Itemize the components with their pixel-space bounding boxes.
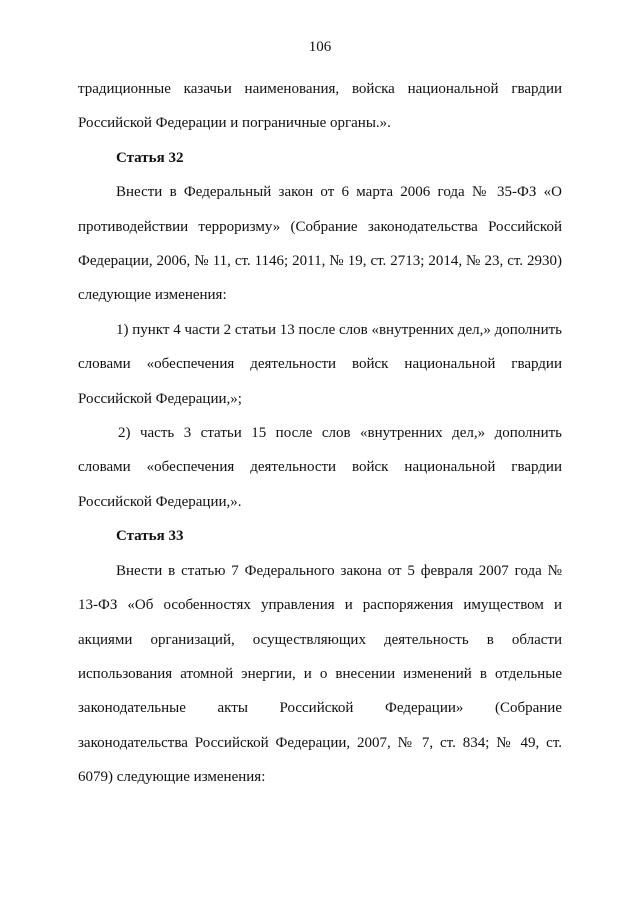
article-32-item-1: 1) пункт 4 части 2 статьи 13 после слов «внутренних дел,» дополнить словами «обеспечения деятельности войск национальной гвардии Российской Федерации,»;: [78, 321, 562, 407]
page-number: 106: [308, 39, 332, 55]
article-32-item-2: 2) часть 3 статьи 15 после слов «внутренних дел,» дополнить словами «обеспечения деятельности войск национальной гвардии Российской Федерации,».: [78, 425, 562, 510]
article-32-heading: Статья 32: [116, 149, 184, 166]
article-33-heading: Статья 33: [116, 528, 184, 545]
article-33-intro: Внести в статью 7 Федерального закона от 5 февраля 2007 года № 13-ФЗ «Об особенностях управления и распоряжения имуществом и акциями организаций, осуществляющих деятельность в области использования атомной энергии, и о внесении изменений в отдельные законодательные акты Российской Федерации» (Собрание законодательства Российской Федерации, 2007, № 7, ст. 834; № 49, ст. 6079) следующие изменения:: [78, 562, 562, 786]
paragraph-continuation: традиционные казачьи наименования, войска национальной гвардии Российской Федерации и пограничные органы.».: [78, 81, 562, 132]
document-body: [78, 72, 562, 795]
article-32-intro: Внести в Федеральный закон от 6 марта 2006 года № 35-ФЗ «О противодействии терроризму» (Собрание законодательства Российской Федерации, 2006, № 11, ст. 1146; 2011, № 19, ст. 2713; 2014, № 23, ст. 2930) следующие изменения:: [78, 184, 562, 304]
